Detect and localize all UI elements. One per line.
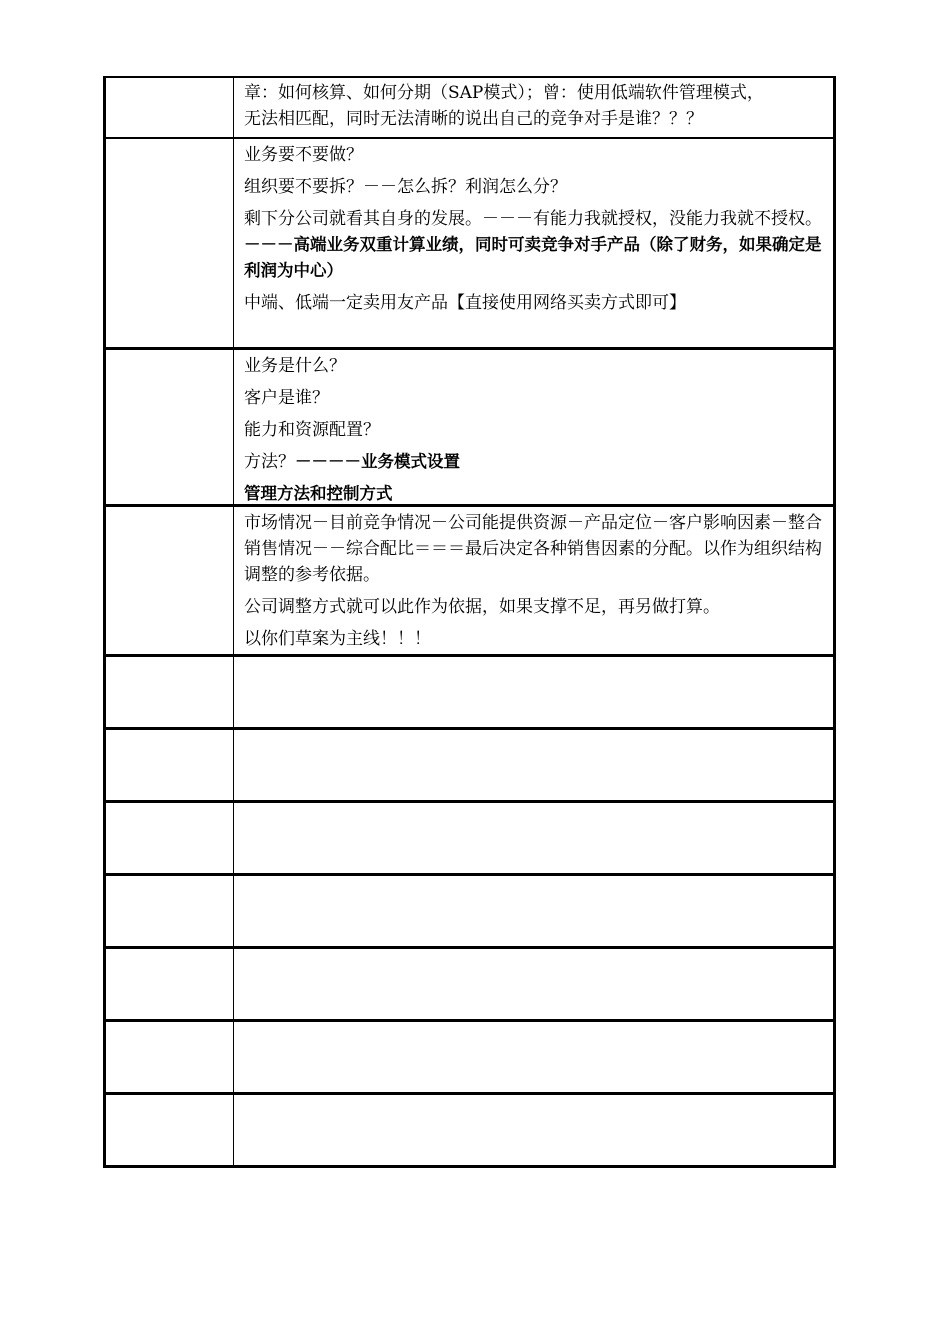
text-line: 业务是什么？ (244, 356, 346, 376)
text-line: 无法相匹配，同时无法清晰的说出自己的竞争对手是谁？？？ (244, 109, 703, 129)
row-content-cell (234, 949, 833, 1019)
row-label-cell (106, 139, 234, 347)
row-content-cell (234, 350, 833, 504)
table-row (106, 657, 833, 730)
row-content-cell (234, 1095, 833, 1165)
row-label-cell (106, 1095, 234, 1165)
notes-table (103, 76, 836, 1168)
text-line: 市场情况－目前竞争情况－公司能提供资源－产品定位－客户影响因素－整合销售情况－－综合配比＝＝＝最后决定各种销售因素的分配。以作为组织结构调整的参考依据。 (244, 513, 822, 585)
row-label-cell (106, 657, 234, 727)
row-label-cell (106, 876, 234, 946)
row-content-cell (234, 1022, 833, 1092)
table-row (106, 1022, 833, 1095)
table-row (106, 139, 833, 350)
row-content-cell (234, 876, 833, 946)
text-line: 业务要不要做？ (244, 145, 363, 165)
row-content-cell (234, 78, 833, 137)
text-line: 组织要不要拆？－－怎么拆？利润怎么分？ (244, 177, 567, 197)
row-label-cell (106, 949, 234, 1019)
table-row (106, 1095, 833, 1168)
row-label-cell (106, 350, 234, 504)
normal-text: 剩下分公司就看其自身的发展。－－－有能力我就授权，没能力我就不授权。 (244, 209, 822, 229)
table-row (106, 803, 833, 876)
row-content-cell (234, 730, 833, 800)
row-content-cell (234, 139, 833, 347)
text-line: 章：如何核算、如何分期（SAP模式）；曾：使用低端软件管理模式， (244, 83, 764, 103)
text-line: 中端、低端一定卖用友产品【直接使用网络买卖方式即可】 (244, 293, 686, 313)
normal-text: 方法？ (244, 452, 295, 472)
bold-text: －－－高端业务双重计算业绩，同时可卖竞争对手产品（除了财务，如果确定是利润为中心） (244, 235, 822, 280)
table-row (106, 78, 833, 139)
text-line: 客户是谁？ (244, 388, 329, 408)
row-content-cell (234, 803, 833, 873)
row-label-cell (106, 1022, 234, 1092)
text-line: 能力和资源配置？ (244, 420, 380, 440)
bold-text: 管理方法和控制方式 (244, 484, 393, 503)
text-line (244, 206, 825, 284)
row-content-cell (234, 507, 833, 654)
text-line: 公司调整方式就可以此作为依据，如果支撑不足，再另做打算。 (244, 597, 720, 617)
table-row (106, 507, 833, 657)
row-label-cell (106, 730, 234, 800)
text-line (244, 449, 825, 475)
bold-text: －－－－业务模式设置 (295, 452, 460, 471)
table-row (106, 350, 833, 507)
text-line (244, 481, 825, 507)
table-row (106, 730, 833, 803)
table-row (106, 876, 833, 949)
row-content-cell (234, 657, 833, 727)
row-label-cell (106, 507, 234, 654)
row-label-cell (106, 78, 234, 137)
table-row (106, 949, 833, 1022)
row-label-cell (106, 803, 234, 873)
text-line: 以你们草案为主线！！！ (244, 629, 431, 649)
